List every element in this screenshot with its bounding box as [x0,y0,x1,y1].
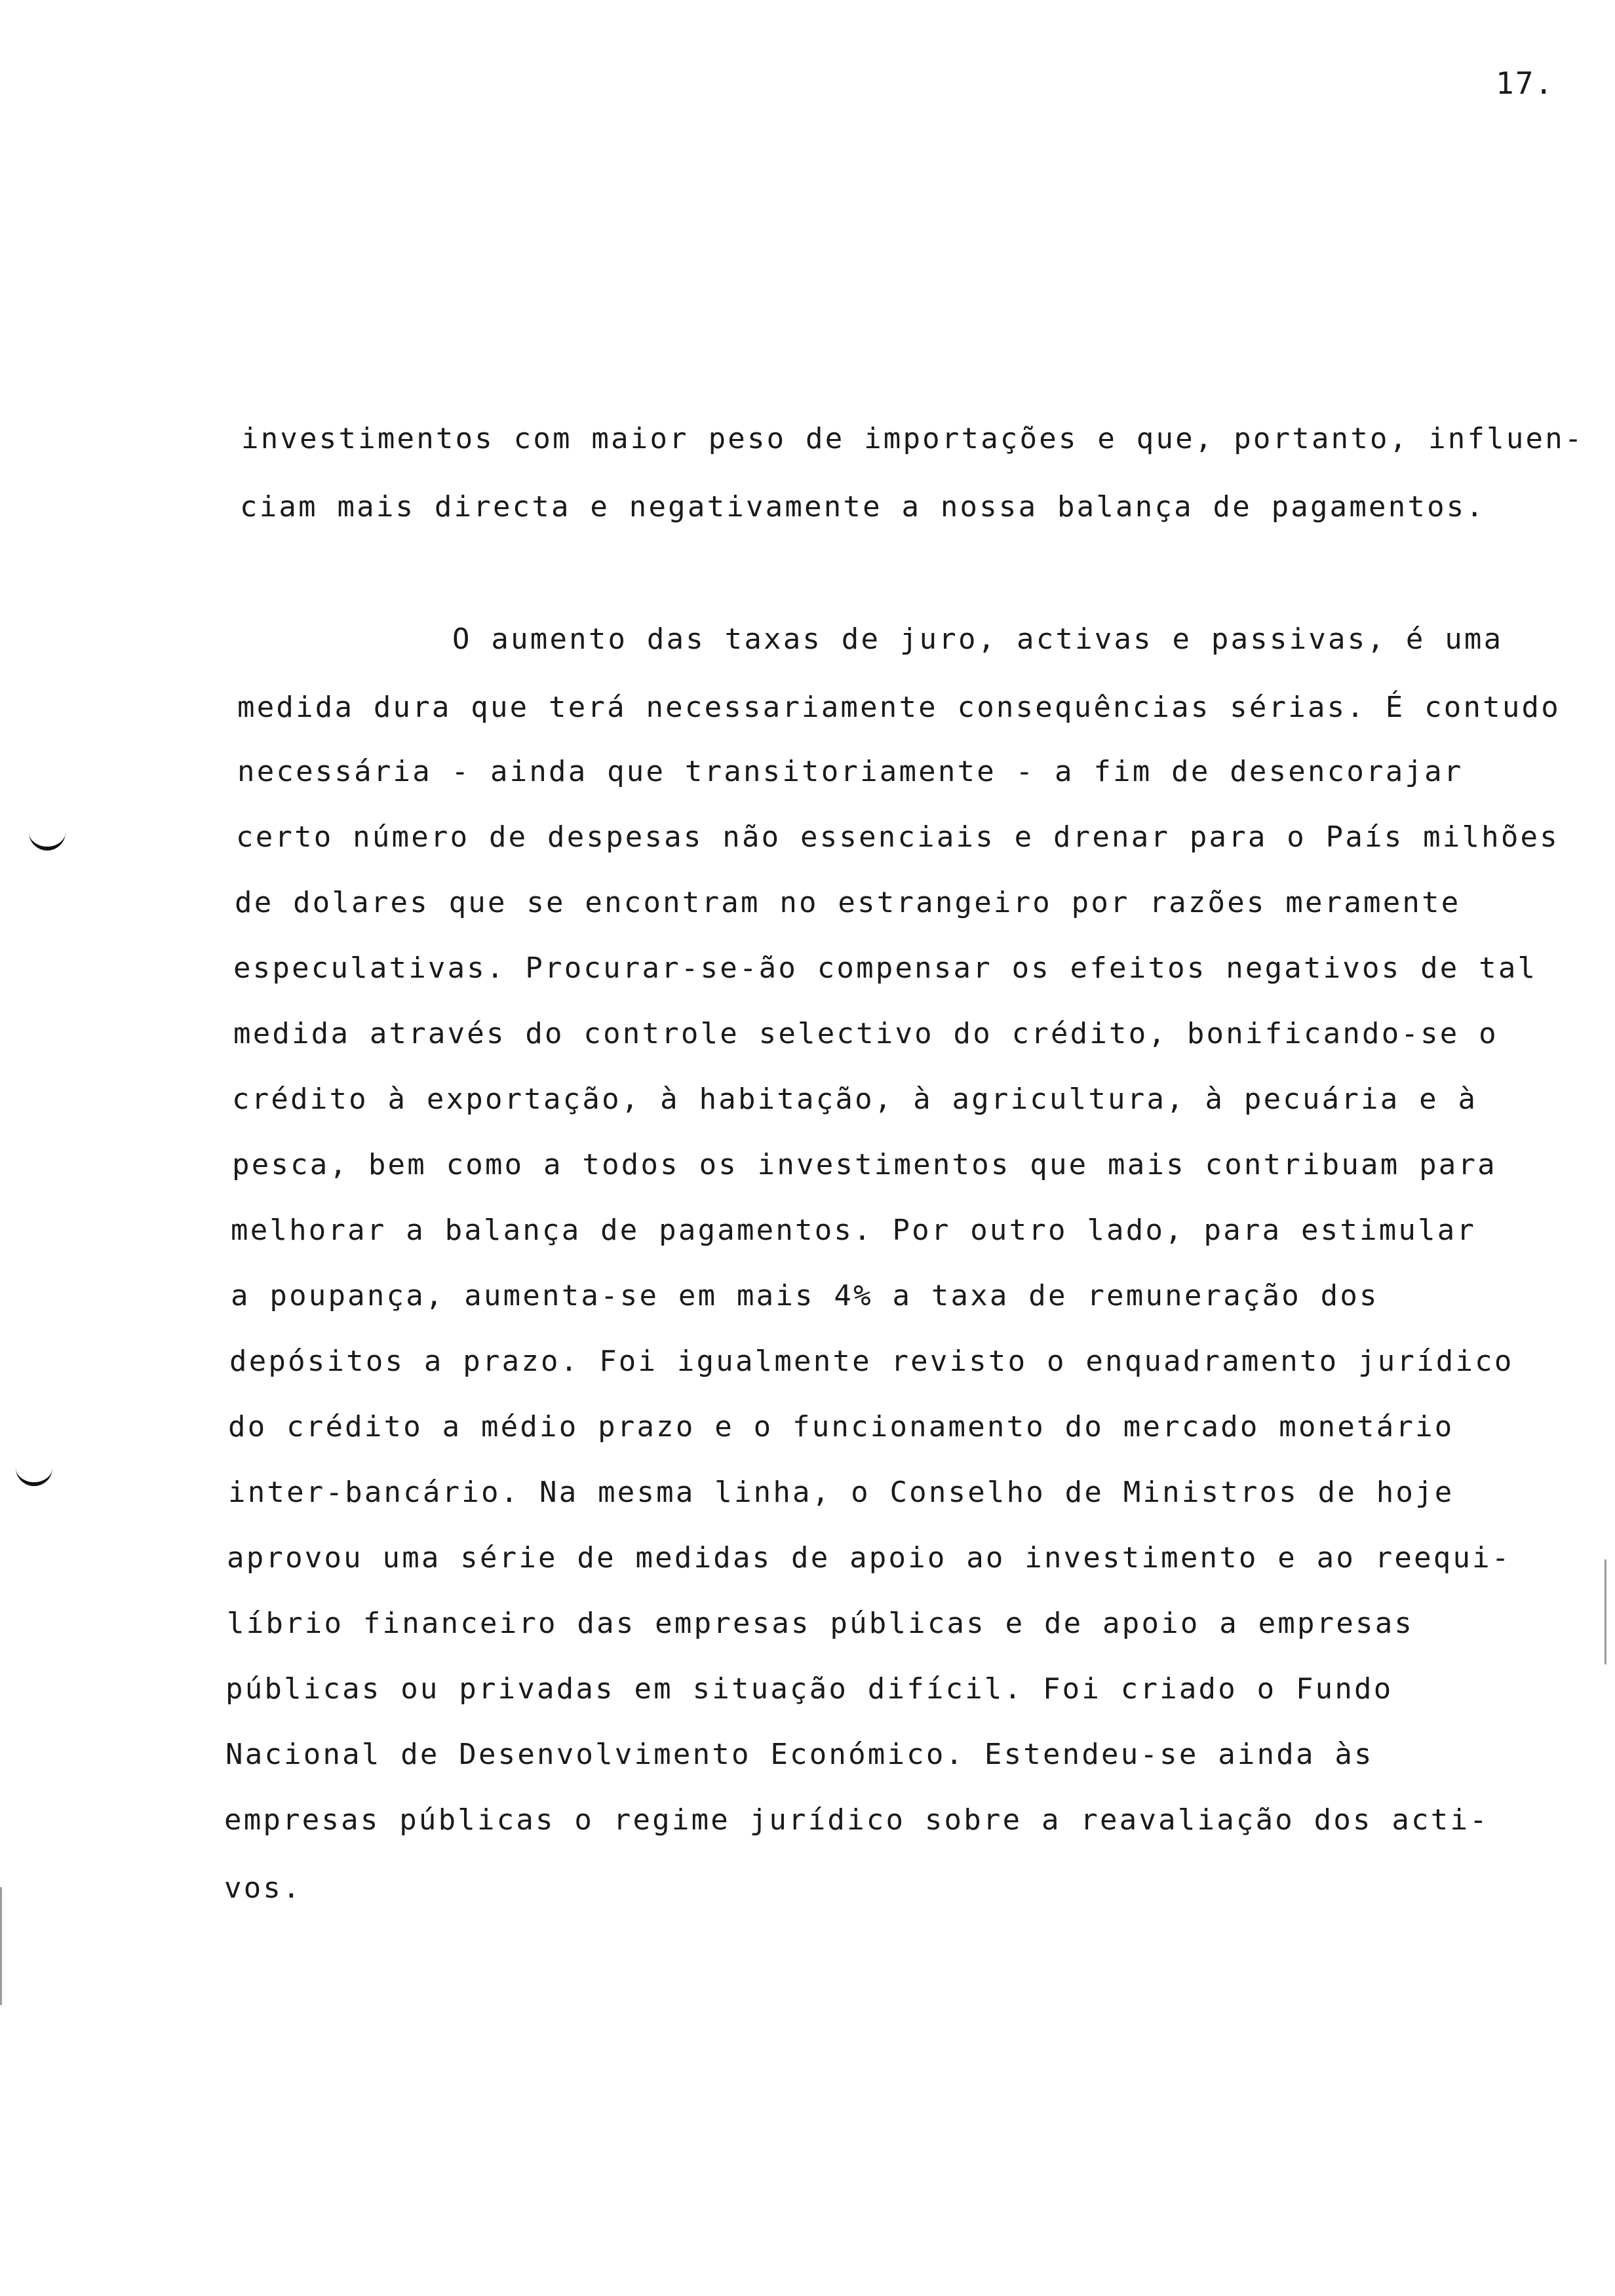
scan-edge-line [1605,1559,1606,1664]
text-line: aprovou uma série de medidas de apoio ao investimento e ao reequi- [227,1541,1511,1575]
text-line: do crédito a médio prazo e o funcionamento do mercado monetário [228,1410,1454,1444]
text-line: investimentos com maior peso de importações e que, portanto, influen- [241,422,1584,455]
page-number: 17. [1496,66,1555,101]
text-line: inter-bancário. Na mesma linha, o Conselho de Ministros de hoje [228,1476,1454,1509]
text-line: O aumento das taxas de juro, activas e passivas, é uma [452,622,1504,656]
text-line: certo número de despesas não essenciais e drenar para o País milhões [236,820,1559,854]
text-line: depósitos a prazo. Foi igualmente revisto o enquadramento jurídico [229,1345,1514,1378]
margin-checkmark [16,1463,52,1486]
text-line: medida dura que terá necessariamente consequências sérias. É contudo [237,691,1561,724]
text-line: públicas ou privadas em situação difícil. Foi criado o Fundo [225,1672,1393,1706]
text-line: líbrio financeiro das empresas públicas e de apoio a empresas [227,1607,1414,1640]
text-line: a poupança, aumenta-se em mais 4% a taxa de remuneração dos [231,1279,1379,1312]
text-line: melhorar a balança de pagamentos. Por outro lado, para estimular [231,1214,1477,1247]
margin-checkmark [29,827,66,851]
text-line: medida através do controle selectivo do crédito, bonificando-se o [233,1017,1498,1050]
scan-edge-line [0,1887,2,2005]
text-line: vos. [224,1871,302,1905]
text-line: Nacional de Desenvolvimento Económico. Estendeu-se ainda às [225,1738,1374,1771]
text-line: pesca, bem como a todos os investimentos que mais contribuam para [232,1148,1497,1181]
text-line: ciam mais directa e negativamente a nossa balança de pagamentos. [240,490,1486,524]
text-line: empresas públicas o regime jurídico sobre a reavaliação dos acti- [224,1803,1489,1837]
text-line: necessária - ainda que transitoriamente - a fim de desencorajar [237,755,1464,788]
text-line: de dolares que se encontram no estrangeiro por razões meramente [235,886,1461,919]
text-line: crédito à exportação, à habitação, à agricultura, à pecuária e à [232,1082,1478,1116]
text-line: especulativas. Procurar-se-ão compensar os efeitos negativos de tal [233,951,1538,985]
